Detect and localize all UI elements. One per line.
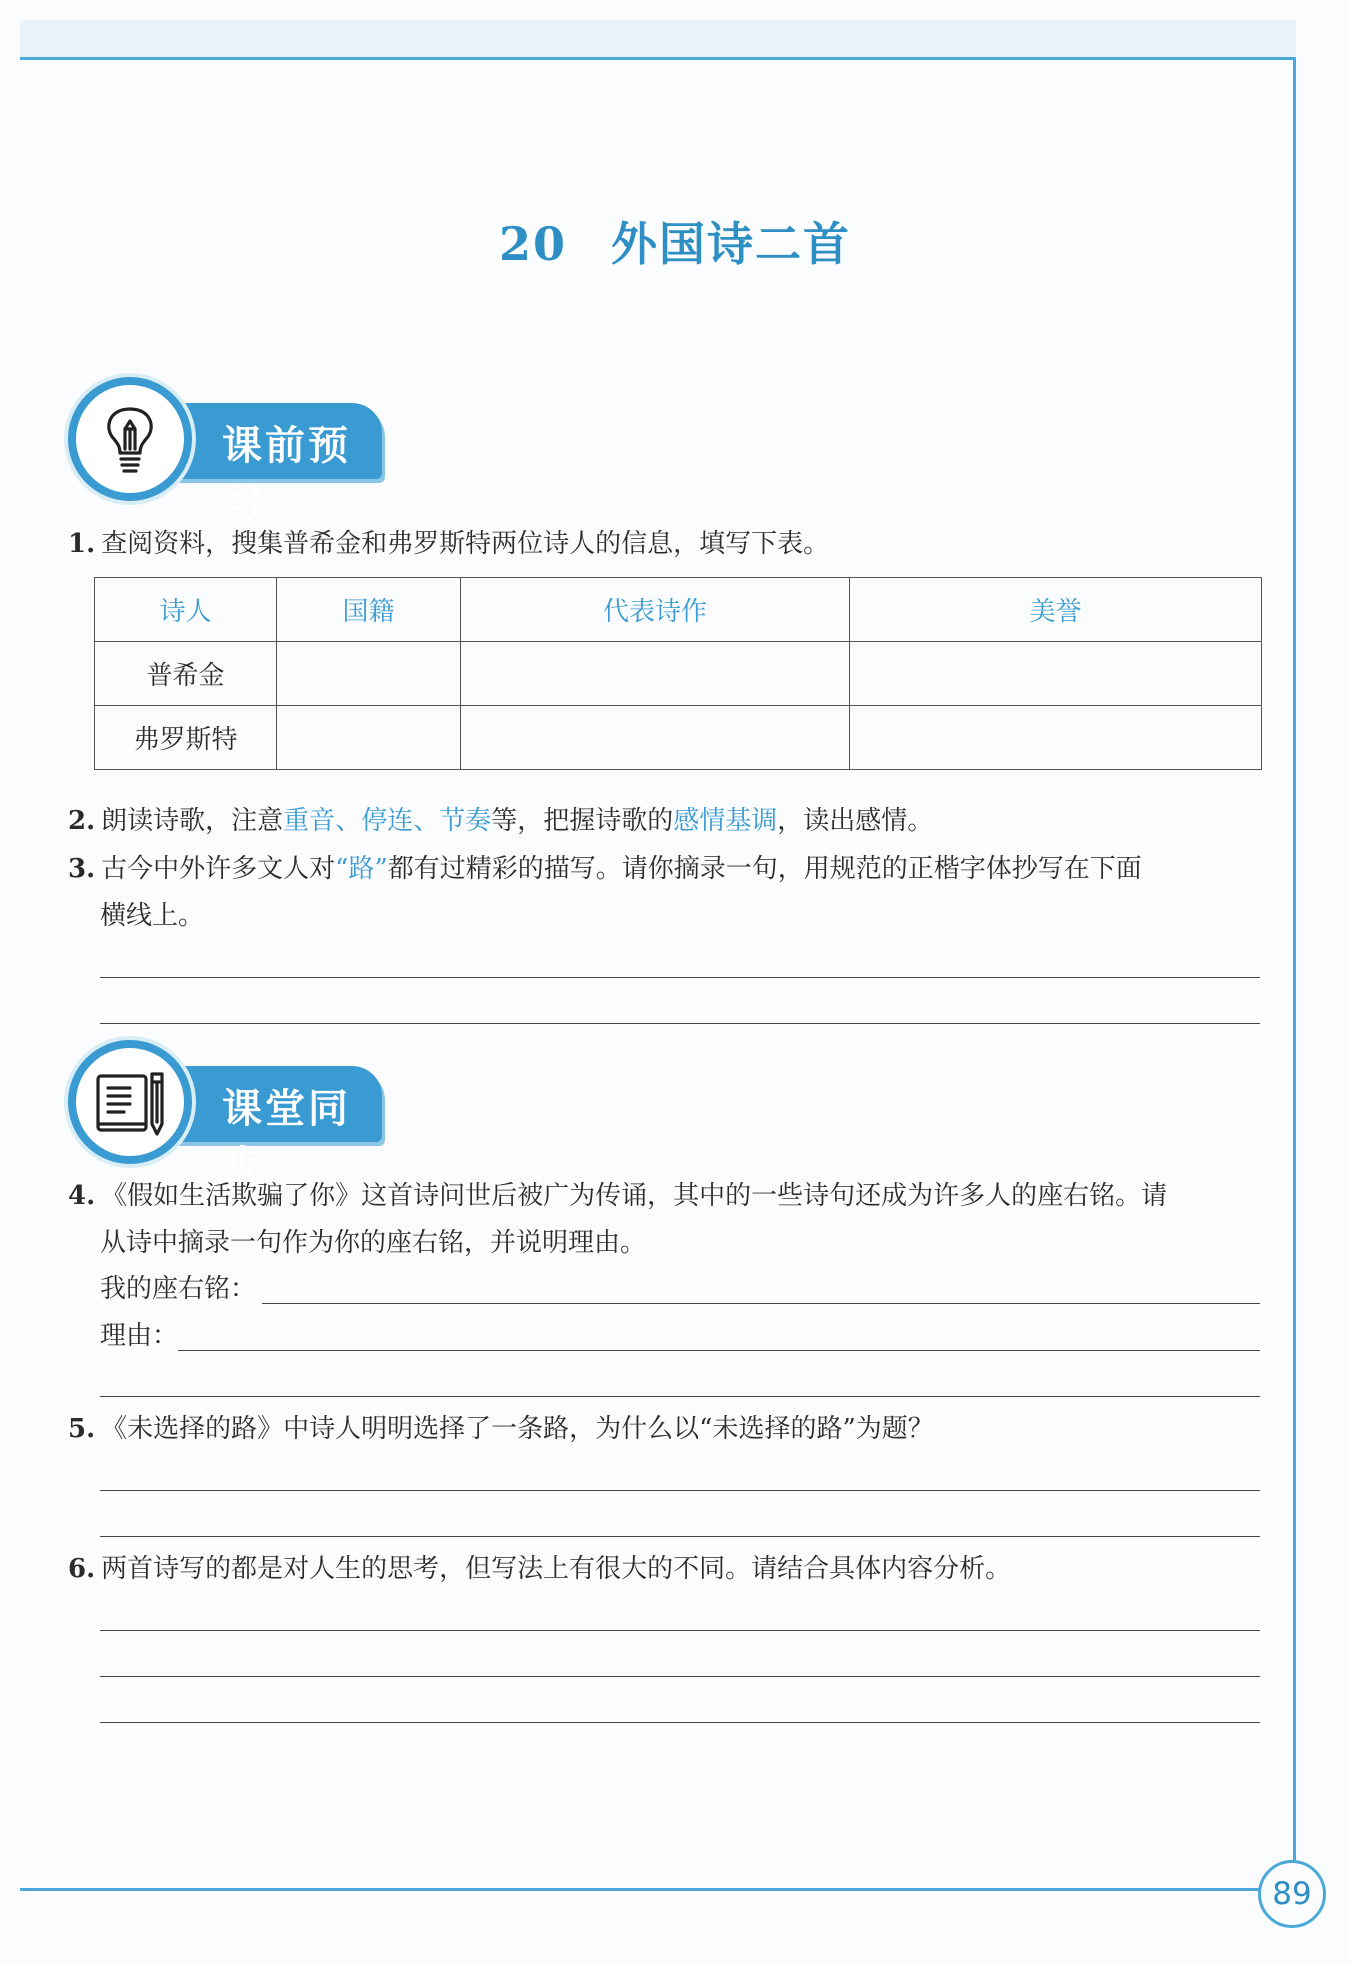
separator: 、 — [413, 806, 440, 836]
book-pencil-icon — [90, 1062, 170, 1142]
question-number: 1. — [68, 529, 96, 559]
table-row — [95, 706, 1262, 770]
question-text: 等，把握诗歌的 — [491, 806, 674, 836]
answer-line[interactable] — [100, 1630, 1260, 1631]
motto-answer-line[interactable] — [262, 1303, 1260, 1304]
question-1 — [68, 521, 1268, 567]
question-text: 古今中外许多文人对 — [101, 854, 336, 884]
lesson-title-text: 外国诗二首 — [611, 217, 851, 271]
table-header-cell: 国籍 — [277, 578, 461, 642]
section-header-classroom — [68, 1040, 388, 1189]
highlight-text: 节奏 — [439, 806, 492, 836]
question-3-line-2: 横线上。 — [100, 901, 205, 931]
question-text: 都有过精彩的描写。请你摘录一句，用规范的正楷字体抄写在下面 — [387, 854, 1142, 884]
question-text: 朗读诗歌，注意 — [101, 806, 284, 836]
poet-info-table — [94, 577, 1262, 770]
section-header-preview — [68, 377, 388, 526]
question-5 — [68, 1406, 1268, 1452]
table-cell-input[interactable] — [461, 706, 850, 770]
table-cell-poet: 弗罗斯特 — [95, 706, 277, 770]
lightbulb-pencil-icon — [90, 399, 170, 479]
question-text: 《假如生活欺骗了你》这首诗问世后被广为传诵，其中的一些诗句还成为许多人的座右铭。请 — [101, 1181, 1168, 1211]
answer-line[interactable] — [100, 1676, 1260, 1677]
table-cell-input[interactable] — [461, 642, 850, 706]
table-row — [95, 642, 1262, 706]
answer-line[interactable] — [100, 1023, 1260, 1024]
top-strip — [20, 20, 1296, 57]
table-cell-input[interactable] — [850, 706, 1262, 770]
lesson-title — [0, 208, 1350, 274]
answer-line[interactable] — [100, 1490, 1260, 1491]
separator: 、 — [335, 806, 362, 836]
section-tab-classroom — [160, 1066, 382, 1189]
reason-label: 理由： — [100, 1321, 179, 1351]
table-header-cell: 美誉 — [850, 578, 1262, 642]
highlight-text: 停连 — [361, 806, 414, 836]
answer-line[interactable] — [100, 1396, 1260, 1397]
motto-label: 我的座右铭： — [100, 1274, 257, 1304]
question-number: 6. — [68, 1554, 96, 1584]
question-4-line-2: 从诗中摘录一句作为你的座右铭，并说明理由。 — [100, 1228, 647, 1258]
table-cell-input[interactable] — [277, 642, 461, 706]
answer-line[interactable] — [100, 1536, 1260, 1537]
section-badge-classroom — [68, 1040, 192, 1164]
section-badge-preview — [68, 377, 192, 501]
bottom-border — [20, 1888, 1260, 1891]
table-cell-poet: 普希金 — [95, 642, 277, 706]
question-text: 《未选择的路》中诗人明明选择了一条路，为什么以“未选择的路”为题？ — [101, 1414, 934, 1444]
question-text: ，读出感情。 — [777, 806, 934, 836]
question-text: 查阅资料，搜集普希金和弗罗斯特两位诗人的信息，填写下表。 — [101, 529, 830, 559]
question-number: 3. — [68, 854, 96, 884]
question-3 — [68, 846, 1268, 892]
page-number: 89 — [1258, 1860, 1326, 1928]
lesson-number: 20 — [498, 217, 567, 271]
section-title-classroom: 课堂同步 — [222, 1086, 351, 1189]
highlight-text: “路” — [335, 854, 388, 884]
table-header-row — [95, 578, 1262, 642]
question-number: 2. — [68, 806, 96, 836]
table-header-cell: 代表诗作 — [461, 578, 850, 642]
question-4 — [68, 1173, 1268, 1219]
right-border — [1293, 57, 1296, 1887]
reason-answer-line[interactable] — [178, 1350, 1260, 1351]
table-cell-input[interactable] — [277, 706, 461, 770]
section-title-preview: 课前预习 — [222, 423, 351, 526]
top-border — [20, 57, 1296, 60]
answer-line[interactable] — [100, 1722, 1260, 1723]
highlight-text: 重音 — [283, 806, 336, 836]
question-2 — [68, 798, 1268, 844]
question-number: 4. — [68, 1181, 96, 1211]
table-cell-input[interactable] — [850, 642, 1262, 706]
section-tab-preview — [160, 403, 382, 526]
table-header-cell: 诗人 — [95, 578, 277, 642]
question-number: 5. — [68, 1414, 96, 1444]
highlight-text: 感情基调 — [673, 806, 778, 836]
question-text: 两首诗写的都是对人生的思考，但写法上有很大的不同。请结合具体内容分析。 — [101, 1554, 1012, 1584]
answer-line[interactable] — [100, 977, 1260, 978]
question-6 — [68, 1546, 1268, 1592]
